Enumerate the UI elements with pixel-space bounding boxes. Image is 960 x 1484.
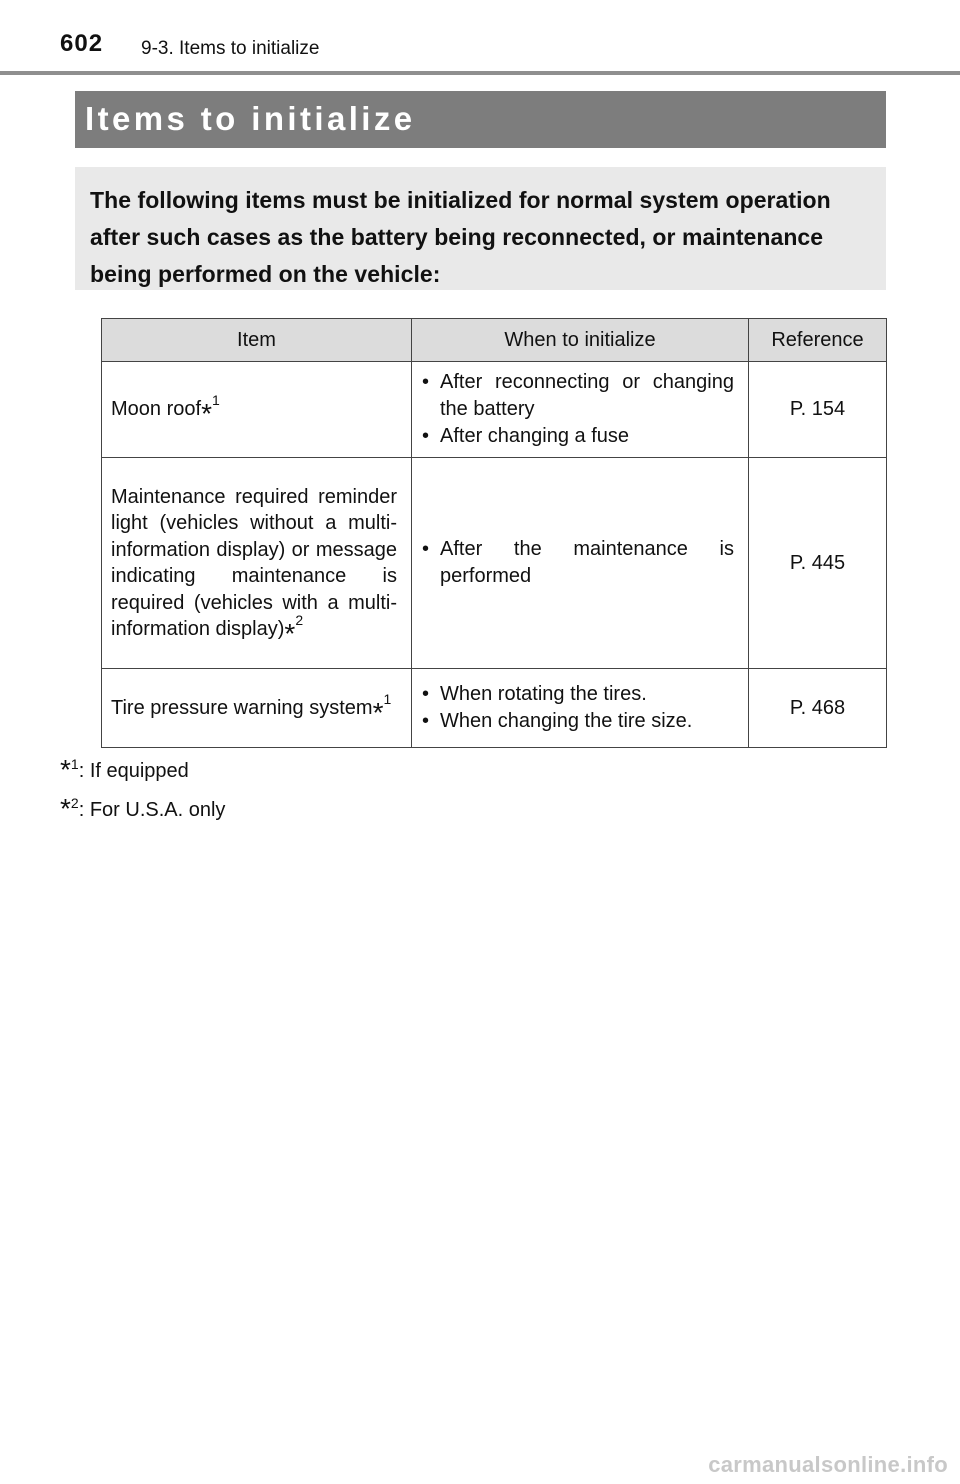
when-list <box>422 369 734 450</box>
footnote-star: * <box>372 696 384 728</box>
section-reference: 9-3. Items to initialize <box>141 38 320 59</box>
footnote-index: 2 <box>70 795 79 811</box>
item-cell <box>102 458 412 669</box>
item-name: Tire pressure warning system <box>111 696 373 719</box>
list-item: • When rotating the tires. <box>422 681 734 708</box>
footnote-star: * <box>60 754 71 785</box>
item-cell <box>102 669 412 748</box>
initialization-table <box>101 318 887 748</box>
when-cell <box>412 669 749 748</box>
reference-cell: P. 154 <box>749 362 887 458</box>
footnote-1 <box>60 754 189 785</box>
reference-cell: P. 445 <box>749 458 887 669</box>
footnote-index: 1 <box>383 690 392 707</box>
watermark: carmanualsonline.info <box>708 1452 948 1477</box>
reference-cell: P. 468 <box>749 669 887 748</box>
list-item: • After reconnecting or changing the battery <box>422 369 734 423</box>
footnote-text: : If equipped <box>78 760 189 782</box>
page-title: Items to initialize <box>85 100 416 137</box>
column-header-reference: Reference <box>749 319 887 362</box>
page-number: 602 <box>60 30 104 57</box>
footnote-star: * <box>284 618 296 649</box>
title-bar <box>75 91 886 148</box>
table-row <box>102 458 887 669</box>
when-list <box>422 536 734 590</box>
table-header-row <box>102 319 887 362</box>
header-rule <box>0 71 960 75</box>
item-cell <box>102 362 412 458</box>
footnote-index: 1 <box>211 392 220 409</box>
when-cell <box>412 458 749 669</box>
footnote-star: * <box>201 398 212 430</box>
footnote-star: * <box>60 793 71 824</box>
intro-text: The following items must be initialized for normal system operation after such cases as the battery being reconnected, or maintenance being performed on the vehicle: <box>90 187 831 287</box>
item-name: Maintenance required reminder light (vehicles without a multi-information display) or message indicating maintenance is required (vehicles with a multi-information display) <box>111 485 397 640</box>
footnote-text: : For U.S.A. only <box>78 799 226 821</box>
table-row <box>102 669 887 748</box>
footnote-index: 1 <box>70 756 79 772</box>
footnote-index: 2 <box>295 612 304 628</box>
column-header-when: When to initialize <box>412 319 749 362</box>
intro-box <box>75 167 886 290</box>
list-item: • When changing the tire size. <box>422 708 734 735</box>
column-header-item: Item <box>102 319 412 362</box>
table-row <box>102 362 887 458</box>
when-cell <box>412 362 749 458</box>
list-item: • After the maintenance is performed <box>422 536 734 590</box>
item-name: Moon roof <box>111 398 202 421</box>
when-list <box>422 681 734 735</box>
footnote-2 <box>60 793 226 824</box>
list-item: • After changing a fuse <box>422 423 734 450</box>
